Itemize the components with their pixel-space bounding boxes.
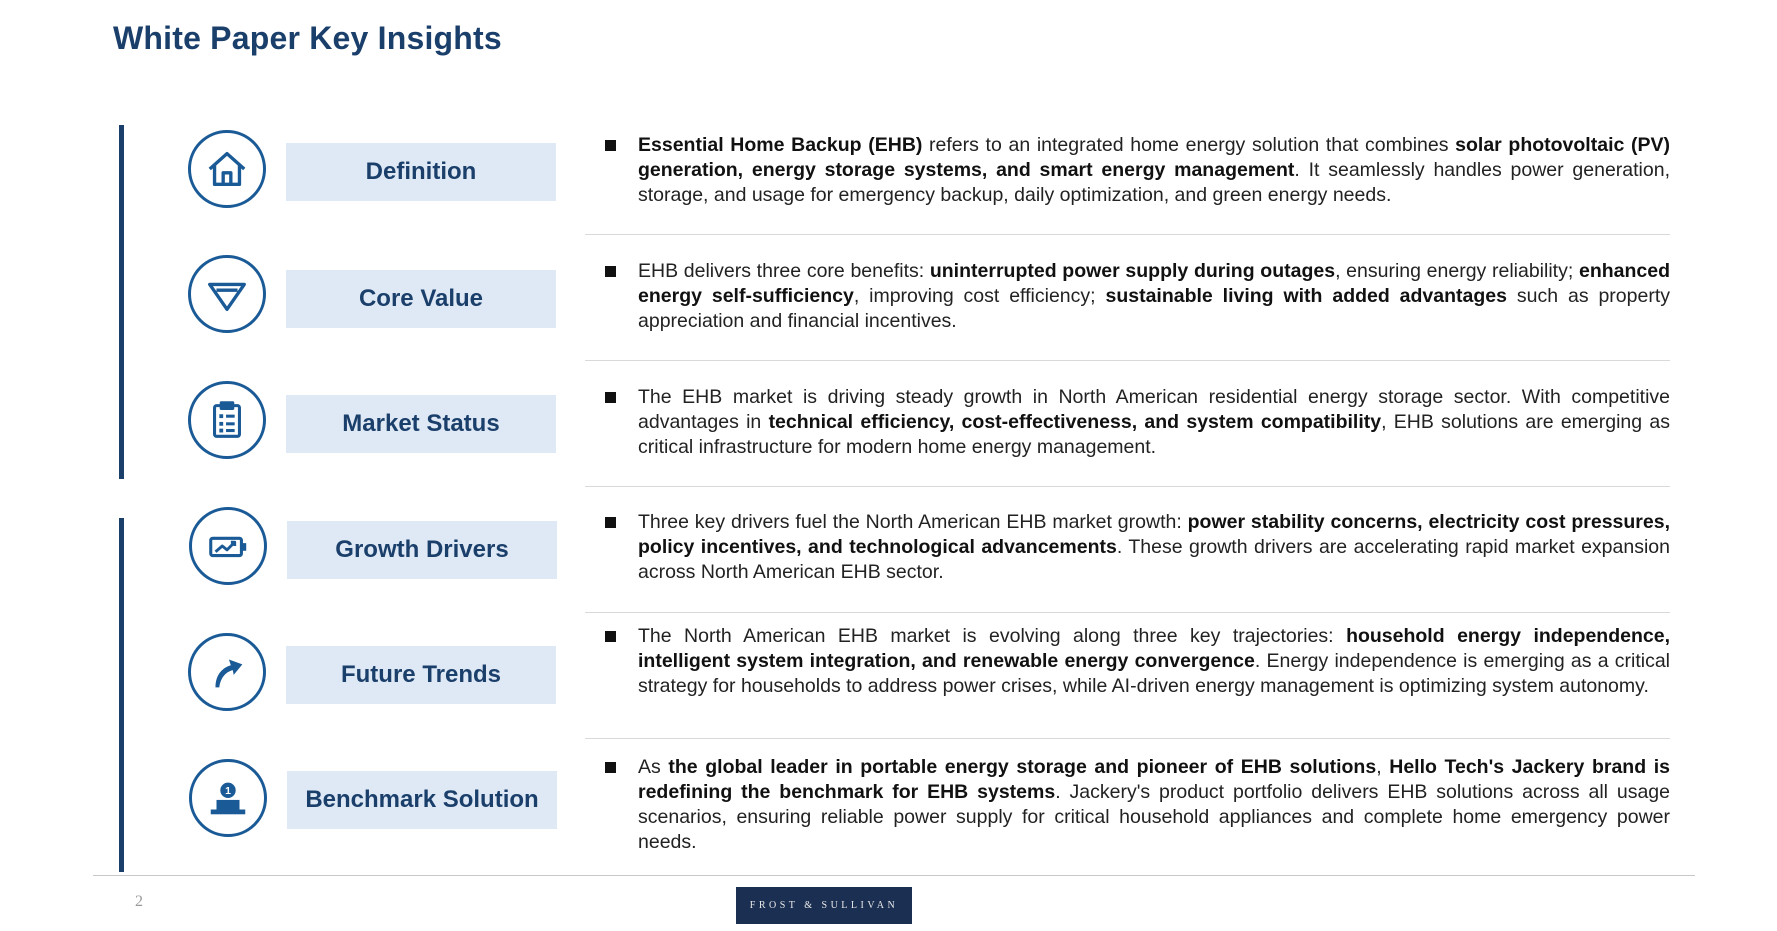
body-text: , improving cost efficiency; [853,285,1106,307]
svg-text:1: 1 [225,785,231,798]
emphasis-text: enhanced energy self-sufficiency [638,260,1670,307]
row-description [638,624,1670,699]
curved-arrow-icon [188,633,266,711]
bullet-marker [605,762,616,773]
bullet-marker [605,266,616,277]
podium-icon [189,759,267,837]
bullet-marker [605,631,616,642]
battery-chart-icon [189,507,267,585]
bullet-marker [605,517,616,528]
row-label: Future Trends [286,646,556,704]
page-number: 2 [135,893,143,910]
section-bar-bottom [119,518,124,872]
row-separator [585,738,1670,739]
body-text: . These growth drivers are accelerating rapid market expansion across North American EHB sector. [638,536,1670,583]
body-text: . Jackery's product portfolio delivers EHB solutions across all usage scenarios, ensuring reliable power supply for critical household appliances and complete home emergency power needs. [638,781,1670,853]
row-separator [585,360,1670,361]
body-text: . Energy independence is emerging as a critical strategy for households to address power crises, while AI-driven energy management is optimizing system autonomy. [638,650,1671,697]
emphasis-text: Hello Tech's Jackery brand is redefining the benchmark for EHB systems [638,756,1670,803]
body-text: Three key drivers fuel the North American EHB market growth: [638,511,1188,533]
row-label: Core Value [286,270,556,328]
row-separator [585,612,1670,613]
body-text: such as property appreciation and financial incentives. [638,285,1670,332]
frost-sullivan-logo: FROST & SULLIVAN [736,887,912,924]
emphasis-text: the global leader in portable energy storage and pioneer of EHB solutions [668,756,1377,778]
row-description [638,133,1670,208]
emphasis-text: solar photovoltaic (PV) generation, energy storage systems, and smart energy management [638,134,1670,181]
row-label: Growth Drivers [287,521,557,579]
body-text: refers to an integrated home energy solution that combines [922,134,1456,156]
emphasis-text: sustainable living with added advantages [1105,285,1507,307]
row-description [638,259,1670,334]
footer-divider [93,875,1695,876]
emphasis-text: technical efficiency, cost-effectiveness, and system compatibility [768,411,1382,433]
row-label: Benchmark Solution [287,771,557,829]
clipboard-icon [188,381,266,459]
body-text: The North American EHB market is evolving along three key trajectories: [638,625,1347,647]
row-description [638,755,1670,855]
bullet-marker [605,140,616,151]
body-text: The EHB market is driving steady growth in North American residential energy storage sector. With competitive advantages in [638,386,1670,433]
bullet-marker [605,392,616,403]
body-text: , ensuring energy reliability; [1335,260,1579,282]
body-text: As [638,756,669,778]
body-text: EHB delivers three core benefits: [638,260,930,282]
row-separator [585,234,1670,235]
row-description [638,385,1670,460]
body-text: , [1376,756,1390,778]
emphasis-text: power stability concerns, electricity cost pressures, policy incentives, and technological advancements [638,511,1670,558]
body-text: . It seamlessly handles power generation, storage, and usage for emergency backup, daily optimization, and green energy needs. [638,159,1670,206]
row-label: Definition [286,143,556,201]
body-text: , EHB solutions are emerging as critical infrastructure for modern home energy management. [638,411,1670,458]
row-description [638,510,1670,585]
diamond-icon [188,255,266,333]
row-label: Market Status [286,395,556,453]
page-title: White Paper Key Insights [113,20,502,56]
section-bar-top [119,125,124,479]
row-separator [585,486,1670,487]
emphasis-text: household energy independence, intelligent system integration, and renewable energy convergence [638,625,1670,672]
home-icon [188,130,266,208]
emphasis-text: uninterrupted power supply during outages [929,260,1336,282]
emphasis-text: Essential Home Backup (EHB) [638,134,923,156]
